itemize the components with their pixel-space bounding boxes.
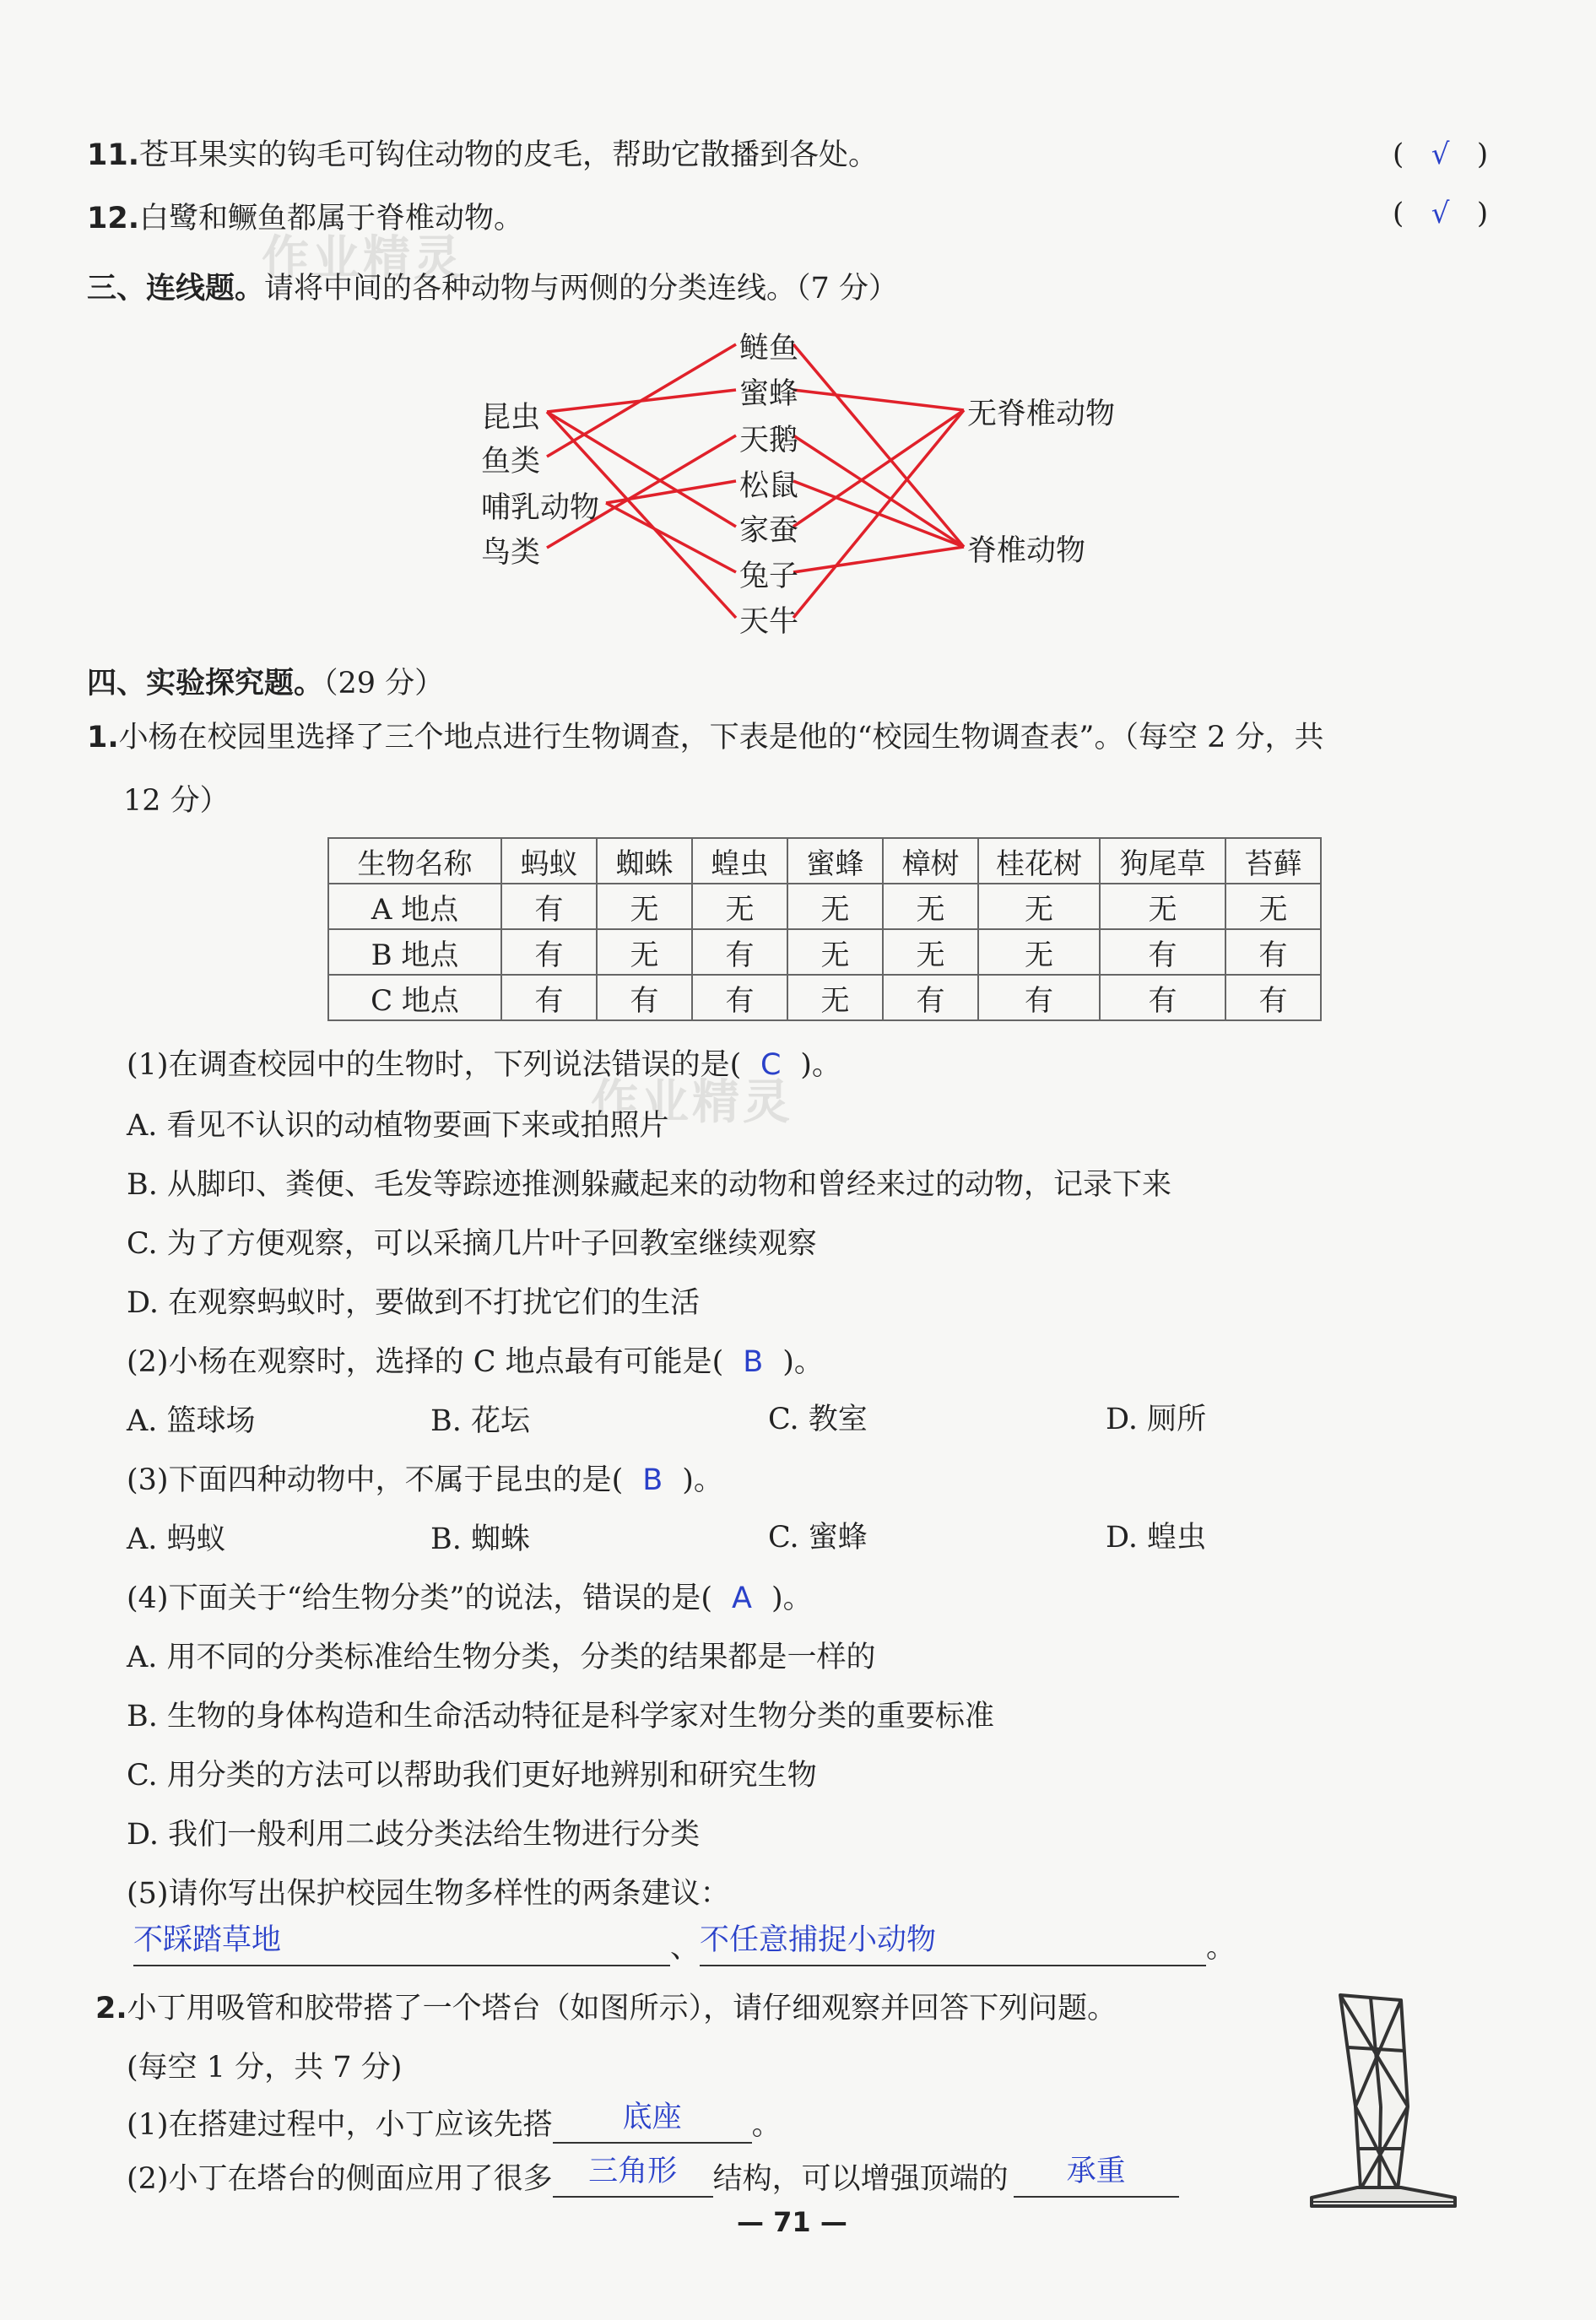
answer-letter: A [732, 1582, 752, 1615]
table-header-cell: 樟树 [883, 838, 978, 884]
question-12 [87, 200, 523, 237]
option-a: A. 看见不认识的动植物要画下来或拍照片 [127, 1109, 669, 1143]
watermark: 作业精灵 [591, 1075, 793, 1130]
watermark: 作业精灵 [262, 231, 464, 286]
option-c: C. 为了方便观察，可以采摘几片叶子回教室继续观察 [127, 1227, 817, 1261]
question-text: 白鹭和鳜鱼都属于脊椎动物。 [139, 202, 524, 235]
option-a: A. 篮球场 [127, 1404, 256, 1438]
option-d: D. 蝗虫 [1106, 1521, 1207, 1555]
answer-paren-11: ( √ ) [1393, 138, 1489, 171]
question-text: 小丁用吸管和胶带搭了一个塔台（如图所示），请仔细观察并回答下列问题。 [127, 1992, 1117, 2025]
table-cell: 无 [597, 884, 692, 929]
q2-sub-1: (1)在搭建过程中，小丁应该先搭 底座 。 [127, 2101, 782, 2142]
table-header-cell: 蚂蚁 [501, 838, 597, 884]
option-a: A. 蚂蚁 [127, 1522, 226, 1556]
table-header-cell: 蜜蜂 [787, 838, 883, 884]
table-cell: 有 [1225, 975, 1321, 1020]
table-cell: 有 [501, 929, 597, 975]
subquestion-5: (5)请你写出保护校园生物多样性的两条建议： [127, 1877, 730, 1911]
match-line [793, 481, 964, 547]
table-header-cell: 苔藓 [1225, 838, 1321, 884]
tower-illustration [1307, 1988, 1458, 2216]
table-header-cell: 生物名称 [328, 838, 501, 884]
option-c: C. 用分类的方法可以帮助我们更好地辨别和研究生物 [127, 1759, 817, 1793]
category-fish: 鱼类 [481, 445, 541, 479]
table-cell: 无 [787, 884, 883, 929]
question-1-cont: 12 分） [123, 784, 230, 818]
animal-rabbit: 兔子 [739, 560, 799, 593]
table-row [328, 929, 1321, 975]
animal-squirrel: 松鼠 [739, 469, 799, 503]
category-vertebrate: 脊椎动物 [967, 534, 1086, 568]
table-row [328, 975, 1321, 1020]
option-d: D. 厕所 [1106, 1403, 1207, 1436]
suggestion-answers: 不踩踏草地 、不任意捕捉小动物 。 [133, 1923, 1236, 1965]
category-invertebrate: 无脊椎动物 [967, 397, 1116, 431]
section-4-heading [87, 665, 444, 702]
table-header-cell: 狗尾草 [1100, 838, 1225, 884]
page-number: — 71 — [737, 2206, 847, 2238]
q2-sub-2: (2)小丁在塔台的侧面应用了很多 三角形 结构，可以增强顶端的 承重 [127, 2157, 1179, 2198]
option-b: B. 花坛 [430, 1404, 530, 1438]
option-b: B. 蜘蛛 [430, 1522, 530, 1556]
match-line [606, 503, 736, 572]
match-line [793, 410, 964, 527]
answer-check: √ [1431, 138, 1450, 171]
subquestion-4: (4)下面关于“给生物分类”的说法，错误的是( A )。 [127, 1582, 813, 1615]
table-cell: A 地点 [328, 884, 501, 929]
answer-blank[interactable]: 承重 [1014, 2157, 1179, 2198]
table-cell: 无 [692, 884, 787, 929]
answer-letter: B [642, 1463, 663, 1497]
table-cell: 无 [1225, 884, 1321, 929]
table-cell: 有 [1100, 929, 1225, 975]
section-3-heading [87, 270, 898, 307]
question-number: 12. [87, 202, 140, 235]
match-line [547, 390, 736, 412]
subquestion-1: (1)在调查校园中的生物时，下列说法错误的是( C )。 [127, 1048, 841, 1082]
animal-silver-carp: 鲢鱼 [739, 332, 799, 365]
match-line [793, 390, 964, 410]
answer-letter: C [760, 1048, 782, 1082]
question-number: 11. [87, 138, 140, 172]
match-line [606, 481, 736, 503]
section-instruction: 请将中间的各种动物与两侧的分类连线。（7 分） [264, 272, 898, 306]
table-cell: 无 [1100, 884, 1225, 929]
section-title: 三、连线题。 [87, 272, 265, 306]
table-cell: 有 [883, 975, 978, 1020]
question-number: 2. [95, 1992, 127, 2025]
match-line [793, 435, 964, 547]
match-line [547, 344, 736, 457]
table-cell: 无 [787, 929, 883, 975]
table-cell: 无 [978, 884, 1100, 929]
answer-blank-2[interactable]: 不任意捕捉小动物 [700, 1926, 1206, 1966]
table-cell: 有 [978, 975, 1100, 1020]
answer-blank-1[interactable]: 不踩踏草地 [133, 1926, 670, 1966]
question-1 [87, 719, 1323, 756]
subquestion-2: (2)小杨在观察时，选择的 C 地点最有可能是( B )。 [127, 1345, 824, 1379]
category-insect: 昆虫 [481, 401, 541, 435]
animal-silkworm: 家蚕 [739, 514, 799, 548]
category-mammal: 哺乳动物 [481, 491, 600, 525]
table-cell: 无 [787, 975, 883, 1020]
table-cell: 有 [501, 975, 597, 1020]
question-2 [95, 1990, 1117, 2027]
animal-swan: 天鹅 [739, 424, 799, 457]
question-number: 1. [87, 721, 119, 754]
table-cell: 有 [1225, 929, 1321, 975]
table-header-cell: 蜘蛛 [597, 838, 692, 884]
table-cell: B 地点 [328, 929, 501, 975]
match-line [793, 547, 964, 572]
option-d: D. 在观察蚂蚁时，要做到不打扰它们的生活 [127, 1286, 701, 1320]
animal-longhorn-beetle: 天牛 [739, 605, 799, 639]
option-b: B. 从脚印、粪便、毛发等踪迹推测躲藏起来的动物和曾经来过的动物，记录下来 [127, 1168, 1171, 1202]
table-header-cell: 桂花树 [978, 838, 1100, 884]
table-row [328, 884, 1321, 929]
option-c: C. 教室 [768, 1403, 868, 1436]
table-cell: 无 [883, 884, 978, 929]
option-c: C. 蜜蜂 [768, 1521, 868, 1555]
answer-blank[interactable]: 三角形 [553, 2157, 713, 2198]
table-cell: 有 [692, 929, 787, 975]
section-score: （29 分） [323, 667, 445, 700]
table-cell: 无 [597, 929, 692, 975]
option-a: A. 用不同的分类标准给生物分类，分类的结果都是一样的 [127, 1641, 876, 1674]
option-d: D. 我们一般利用二歧分类法给生物进行分类 [127, 1818, 701, 1852]
match-line [793, 344, 964, 547]
question-text: 小杨在校园里选择了三个地点进行生物调查，下表是他的“校园生物调查表”。（每空 2 分，共 [118, 721, 1324, 754]
table-cell: 有 [692, 975, 787, 1020]
answer-paren-12: ( √ ) [1393, 197, 1489, 230]
table-header-cell: 蝗虫 [692, 838, 787, 884]
survey-table [327, 837, 1322, 1021]
question-11 [87, 137, 878, 174]
question-text: 苍耳果实的钩毛可钩住动物的皮毛，帮助它散播到各处。 [139, 138, 879, 172]
table-cell: 无 [978, 929, 1100, 975]
answer-check: √ [1431, 197, 1450, 230]
subquestion-3: (3)下面四种动物中，不属于昆虫的是( B )。 [127, 1463, 723, 1497]
animal-bee: 蜜蜂 [739, 377, 799, 411]
answer-letter: B [743, 1345, 764, 1379]
table-cell: 无 [883, 929, 978, 975]
section-title: 四、实验探究题。 [87, 667, 324, 700]
answer-blank[interactable]: 底座 [553, 2103, 752, 2144]
option-b: B. 生物的身体构造和生命活动特征是科学家对生物分类的重要标准 [127, 1700, 994, 1733]
category-bird: 鸟类 [481, 536, 541, 570]
table-header-row [328, 838, 1321, 884]
table-cell: 有 [1100, 975, 1225, 1020]
match-line [793, 410, 964, 618]
table-cell: C 地点 [328, 975, 501, 1020]
table-cell: 有 [501, 884, 597, 929]
table-cell: 有 [597, 975, 692, 1020]
question-2-score: (每空 1 分，共 7 分) [127, 2051, 403, 2085]
